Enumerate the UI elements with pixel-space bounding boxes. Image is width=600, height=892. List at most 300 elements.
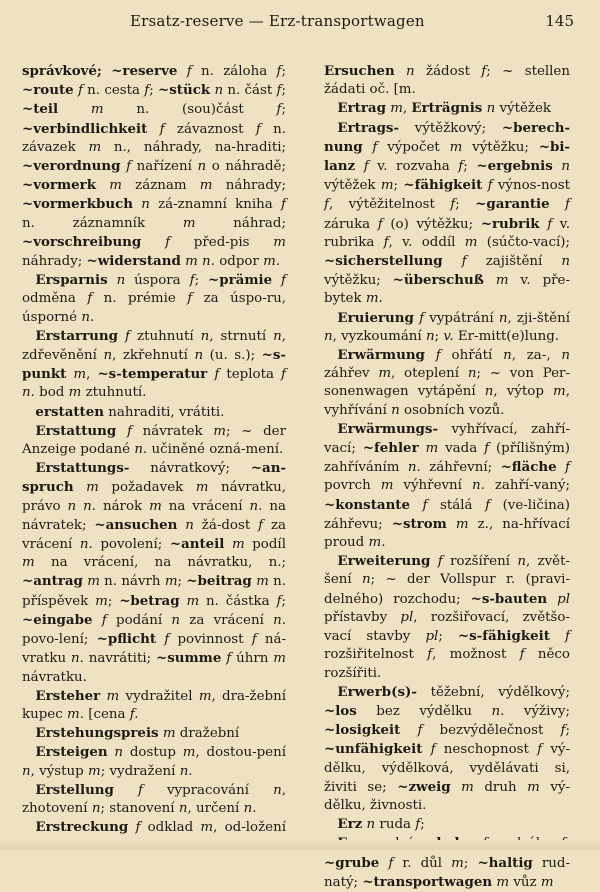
definition-text: , dra-žební kupec (22, 688, 286, 722)
gender-tag: n (273, 328, 282, 344)
definition-text (557, 460, 565, 475)
headword: ~verordnung (22, 158, 121, 175)
gender-tag: f (388, 855, 394, 871)
definition-text: (súčto-vací); (477, 234, 571, 250)
gender-tag: m (182, 745, 196, 761)
gender-tag: n. (471, 478, 485, 494)
definition-text: ; (565, 723, 570, 739)
definition-text: úspora (125, 273, 190, 289)
headword: ~anteil (169, 536, 225, 553)
gender-tag: f (87, 291, 93, 307)
gender-tag: m (185, 254, 198, 270)
headword: ~an-spruch (22, 460, 286, 496)
dictionary-entry (324, 62, 570, 99)
definition-text: (ve-ličina) záhřevu; (324, 497, 570, 532)
definition-text: , určení (187, 800, 244, 816)
gender-tag: f (255, 121, 261, 137)
gender-tag: f (137, 782, 143, 798)
definition-text (419, 441, 426, 456)
definition-text: , dostou-pení (195, 745, 286, 761)
gender-tag: m (87, 763, 101, 779)
definition-text: , v. oddíl (388, 234, 465, 250)
definition-text: n. částka (199, 593, 277, 609)
running-title: Ersatz-reserve — Erz-transportwagen (130, 12, 425, 30)
headword: ~fehler (362, 440, 419, 457)
definition-text (177, 64, 186, 79)
definition-text: z., na-hřívací proud (324, 516, 570, 551)
definition-text (58, 102, 91, 117)
gender-tag: m (273, 234, 286, 250)
definition-text: , zvět-šení (324, 554, 571, 588)
gender-tag: n (197, 159, 207, 175)
definition-text: návratku. (22, 669, 87, 685)
definition-text: výhřevní (393, 478, 472, 494)
definition-text: vydražitel (119, 688, 199, 704)
headword: Ersuchen (324, 63, 395, 79)
gender-tag: n (200, 328, 210, 344)
gender-tag: m (496, 874, 510, 890)
definition-text: n. příspěvek (22, 574, 286, 609)
definition-text: v. rubrika (324, 216, 570, 250)
definition-text (484, 273, 496, 288)
definition-text: r. důl (393, 855, 452, 871)
gender-tag: f (435, 348, 441, 364)
definition-text: ; (281, 102, 286, 118)
gender-tag: f (276, 83, 282, 99)
headword: Ersteigen (35, 744, 108, 761)
definition-text: nahraditi, vrátiti. (104, 404, 225, 420)
right-column (324, 62, 570, 892)
gender-tag: m (451, 855, 464, 871)
gender-tag: m (73, 367, 87, 383)
dictionary-entry (22, 687, 286, 724)
gender-tag: n (406, 64, 415, 79)
definition-text: vý-dělku, výdělková, vydělávati si, živiti se; (324, 742, 570, 795)
definition-text: , vyzkoumání (332, 328, 426, 344)
definition-text (272, 273, 281, 288)
gender-tag: f (324, 197, 329, 213)
definition-text: , výtop (493, 384, 554, 400)
dictionary-entry (324, 552, 570, 682)
headword: ~pflicht (96, 631, 157, 648)
headword: ~berech-nung (324, 119, 570, 155)
gender-tag: n. (491, 703, 505, 719)
headword: ~haltig (477, 854, 533, 871)
gender-tag: n. (22, 385, 35, 401)
headword: Erz (337, 816, 363, 833)
definition-text: navrátiti; (83, 651, 157, 667)
definition-text: za vrácení (180, 612, 274, 628)
gender-tag: m (527, 779, 540, 795)
gender-tag: f (281, 197, 286, 213)
gender-tag: f (547, 216, 553, 232)
headword: ~s-punkt (22, 347, 286, 383)
definition-text: ná-vratku (22, 632, 286, 667)
definition-text (102, 64, 111, 79)
definition-text: rud-natý; (324, 855, 570, 890)
headword: ~rubrik (480, 215, 540, 232)
definition-text: rozšiřitelnost (324, 647, 428, 663)
definition-text: , (402, 101, 412, 117)
definition-text: žádost (414, 64, 482, 79)
gender-tag: f (363, 159, 369, 175)
definition-text: ; (149, 83, 159, 99)
definition-text (425, 348, 436, 363)
definition-text: Er-mitt(e)lung. (453, 328, 560, 344)
definition-text: za vrácení (22, 517, 286, 553)
dictionary-entry (324, 420, 570, 552)
definition-text: stálá (427, 497, 486, 513)
definition-text (400, 723, 417, 738)
definition-text: vůz (509, 874, 541, 890)
headword: ~widerstand (86, 253, 181, 270)
gender-tag: f (189, 273, 195, 289)
definition-text: vypracování (142, 782, 274, 798)
gender-tag: n (391, 402, 400, 418)
definition-text: , rozšiřovací, zvětšo-vací stavby (324, 609, 570, 645)
definition-text: ; (393, 178, 404, 194)
headword: ~s-fähigkeit (457, 628, 550, 645)
definition-text: ; (434, 328, 444, 344)
gender-tag: f (415, 817, 421, 833)
definition-text (92, 613, 101, 628)
definition-text: o náhradě; (206, 159, 286, 175)
definition-text: ztuhnutí (130, 328, 201, 344)
definition-text: v. pře-bytek (324, 273, 570, 307)
definition-text: , (86, 367, 98, 383)
gender-tag: m (461, 779, 474, 795)
gender-tag: m (106, 688, 120, 704)
definition-text (96, 178, 109, 193)
definition-text: před-pis (170, 234, 274, 250)
definition-text: návratku, právo (22, 480, 286, 514)
headword: Erstattungs- (35, 460, 130, 477)
dictionary-entry (324, 99, 570, 118)
definition-text (550, 197, 565, 212)
gender-tag: f (125, 328, 130, 344)
definition-text: výpočet (377, 139, 450, 155)
gender-tag: n (171, 612, 180, 628)
gender-tag: f (164, 632, 170, 648)
definition-text: (u. s.); (203, 348, 262, 364)
gender-tag: n. (70, 651, 84, 667)
dictionary-entry (22, 327, 286, 403)
gender-tag: n. (249, 498, 263, 514)
gender-tag: m (95, 593, 108, 609)
gender-tag: m (495, 273, 509, 289)
definition-text: zá-znamní kniha (149, 197, 282, 213)
gender-tag: f (430, 742, 436, 758)
gender-tag: f (187, 291, 193, 307)
gender-tag: m (455, 516, 469, 532)
headword: Erstarrung (35, 327, 118, 344)
headword: Ertrags- (337, 119, 400, 136)
headword: Erstreckung (35, 819, 129, 836)
gender-tag: n. (83, 498, 96, 514)
gender-tag: f (419, 310, 425, 326)
definition-text (550, 629, 565, 644)
definition-text: podíl (244, 537, 286, 553)
definition-text: ; ~ von Per-sonenwagen vytápění (324, 366, 570, 400)
headword: ~ansuchen (94, 516, 178, 533)
definition-text: n. závazek (22, 121, 287, 155)
gender-tag: m (90, 102, 104, 118)
definition-text: na vrácení (161, 498, 250, 514)
headword: ~reserve (111, 63, 178, 79)
definition-text: učiněné ozná-mení. (147, 442, 284, 458)
gender-tag: m (86, 480, 99, 496)
definition-text: ; (420, 817, 425, 833)
gender-tag: n. (81, 309, 95, 325)
definition-text: na návratek; (22, 498, 286, 533)
definition-text: n., náhrady, na-hraditi; (101, 139, 286, 155)
headword: Erwärmungs- (337, 420, 439, 437)
gender-tag: n (486, 101, 496, 117)
definition-text: ; (455, 197, 476, 213)
gender-tag: m (198, 688, 212, 704)
headword: ~s-bauten (470, 590, 548, 607)
gender-tag: m (273, 651, 286, 667)
gender-tag: f (258, 517, 264, 533)
definition-text (355, 159, 364, 174)
definition-text: n. záloha (191, 64, 277, 79)
definition-text: nařízení (131, 159, 198, 175)
definition-text: žá-dost (193, 517, 259, 533)
definition-text: úhrn (231, 651, 274, 667)
gender-tag: n. (134, 442, 148, 458)
definition-text: za úspo-ru, úsporné (22, 291, 287, 325)
gender-tag: m (540, 874, 554, 890)
definition-text: n. (sou)část (103, 102, 277, 118)
definition-text: , strnutí (209, 328, 274, 344)
headword: ~prämie (208, 272, 273, 289)
definition-text (74, 480, 87, 495)
definition-text: odklad (140, 820, 201, 836)
gender-tag: f (565, 460, 570, 476)
definition-text: ; ~ der Vollspur r. (pravi-delného) rozchodu; (324, 572, 570, 607)
headword: ~überschuß (392, 272, 484, 289)
definition-text: povolení; (92, 537, 170, 553)
definition-text: povo-lení; (22, 632, 97, 648)
headword: ~vorschreibung (22, 233, 142, 250)
definition-text: druh (473, 779, 528, 795)
gender-tag: n (185, 517, 194, 533)
gender-tag: m (256, 574, 269, 590)
definition-text: povrch (324, 478, 381, 494)
headword: ~grube (324, 854, 380, 871)
gender-tag: n (425, 328, 435, 344)
definition-text: n. část (223, 83, 277, 99)
dictionary-entry (22, 403, 286, 422)
dictionary-entry (22, 459, 286, 686)
headword: ~summe (156, 650, 222, 667)
gender-tag: m (149, 498, 162, 514)
dictionary-entry (22, 743, 286, 780)
definition-text: záhřevní; (420, 460, 501, 476)
headword: Ersteher (35, 687, 101, 704)
gender-tag: n. (273, 612, 287, 628)
dictionary-entry (22, 422, 286, 459)
dictionary-entry (22, 724, 286, 743)
definition-text: neschopnost (435, 742, 538, 758)
definition-text: podání (106, 612, 172, 628)
gender-tag: n (503, 348, 512, 364)
headword: ~ergebnis (476, 158, 553, 175)
gender-tag: f (565, 629, 570, 645)
gender-tag: m. (67, 706, 84, 722)
gender-tag: f (226, 651, 232, 667)
definition-text: , možnost (432, 647, 520, 663)
gender-tag: n (67, 498, 77, 514)
definition-text: vada (438, 441, 485, 457)
headword: Erwärmung (337, 347, 425, 364)
definition-text: ; stanovení (100, 800, 179, 816)
headword: správkové; (22, 63, 102, 79)
definition-text: osobních vozů. (399, 402, 505, 418)
gender-tag: m (449, 139, 463, 155)
gender-tag: n. (179, 763, 193, 779)
gender-tag: m (164, 574, 178, 590)
gender-tag: n (116, 273, 126, 289)
definition-text: ; ~ der Anzeige podané (22, 423, 286, 458)
definition-text: zahří-vaný; (484, 478, 570, 494)
gender-tag: n (114, 745, 124, 761)
gender-tag: n (561, 254, 570, 270)
definition-text: bod (34, 385, 69, 401)
definition-text: , oteplení (391, 366, 468, 382)
definition-text: dostup (123, 745, 183, 761)
gender-tag: f (165, 234, 171, 250)
gender-tag: v. (443, 328, 454, 344)
definition-text (451, 780, 462, 795)
gender-tag: f (481, 64, 487, 79)
gender-tag: n (103, 348, 113, 364)
gender-tag: f (372, 139, 378, 155)
gender-tag: m (200, 820, 214, 836)
definition-text (147, 122, 159, 137)
gender-tag: f (126, 423, 132, 439)
definition-text: ; (463, 159, 477, 175)
dictionary-entry (22, 781, 286, 818)
definition-text: výtěžek (324, 178, 381, 194)
gender-tag: n (561, 348, 571, 364)
gender-tag: m (162, 726, 176, 742)
gender-tag: f (377, 216, 383, 232)
gender-tag: f (422, 497, 428, 513)
definition-text (363, 140, 373, 155)
gender-tag: f (485, 497, 491, 513)
gender-tag: m (213, 423, 226, 439)
gender-tag: m (378, 366, 392, 382)
dictionary-entry (324, 346, 570, 420)
definition-text (447, 517, 456, 532)
gender-tag: f (560, 723, 566, 739)
definition-text: požadavek (98, 480, 196, 496)
headword: Erstellung (35, 781, 114, 798)
gender-tag: pl (400, 609, 414, 625)
definition-text: přístavby (324, 609, 401, 625)
gender-tag: f (144, 83, 150, 99)
gender-tag: pl (557, 591, 570, 607)
gender-tag: f (383, 234, 389, 250)
definition-text: náhrady; (22, 254, 87, 270)
gender-tag: n (517, 554, 526, 570)
definition-text: nárok (96, 498, 150, 514)
definition-text: vyhřívací, zahří-vací; (324, 421, 570, 457)
headword: Erstehungspreis (35, 725, 159, 742)
headword: ~zweig (397, 778, 451, 795)
headword: ~betrag (119, 592, 180, 609)
definition-text: n. záznamník (22, 215, 183, 231)
definition-text: záznam (121, 178, 200, 194)
definition-text: ; (281, 83, 287, 99)
definition-text (108, 273, 117, 288)
gender-tag: f (276, 593, 282, 609)
definition-text: záruka (324, 216, 378, 232)
headword: ~losigkeit (324, 722, 401, 739)
definition-text: ; vydražení (100, 763, 180, 779)
definition-text (547, 592, 557, 607)
definition-text (379, 856, 388, 871)
definition-text: , za-, (511, 348, 562, 364)
gender-tag: f (437, 554, 443, 570)
gender-tag: f (276, 64, 282, 79)
headword: ~bi-lanz (324, 138, 570, 175)
gender-tag: f (214, 367, 220, 383)
gender-tag: n. (202, 254, 215, 270)
headword: ~los (324, 702, 357, 719)
definition-text (422, 742, 430, 757)
definition-text: náhrady; (212, 178, 286, 194)
definition-text: ; (463, 855, 478, 871)
gender-tag: f (519, 647, 525, 663)
headword: ~transportwagen (362, 873, 493, 890)
headword: ~strom (391, 515, 447, 532)
gender-tag: f (77, 83, 83, 99)
definition-text: , zji-štění (507, 310, 570, 326)
headword: ~s-temperatur (97, 366, 208, 383)
definition-text (443, 254, 462, 269)
gender-tag: f (101, 612, 107, 628)
gender-tag: pl (425, 629, 439, 645)
gender-tag: m (390, 101, 403, 117)
definition-text (118, 329, 125, 344)
definition-text: n. cesta (82, 83, 145, 99)
definition-text: výživy; (504, 703, 571, 719)
left-column (22, 62, 286, 856)
gender-tag: m (195, 480, 209, 496)
dictionary-entry (324, 683, 570, 815)
definition-text: těžební, výdělkový; (416, 684, 570, 700)
gender-tag: m. (365, 291, 383, 307)
gender-tag: f (565, 197, 570, 213)
gender-tag: m (186, 593, 200, 609)
gender-tag: n (273, 782, 282, 798)
definition-text: odměna (22, 291, 88, 307)
gender-tag: f (281, 367, 287, 383)
definition-text: výtěžku; (462, 139, 539, 155)
gender-tag: n (91, 800, 101, 816)
definition-text: ; ~ stellen žádati oč. [m. (324, 64, 570, 98)
gender-tag: m (380, 478, 394, 494)
gender-tag: f. (129, 706, 139, 722)
gender-tag: m (87, 574, 100, 590)
page-edge-shade (0, 840, 600, 850)
gender-tag: n (141, 197, 150, 213)
gender-tag: f (281, 273, 286, 289)
definition-text: , zhotovení (22, 782, 286, 816)
definition-text: v. rozvaha (368, 159, 459, 175)
